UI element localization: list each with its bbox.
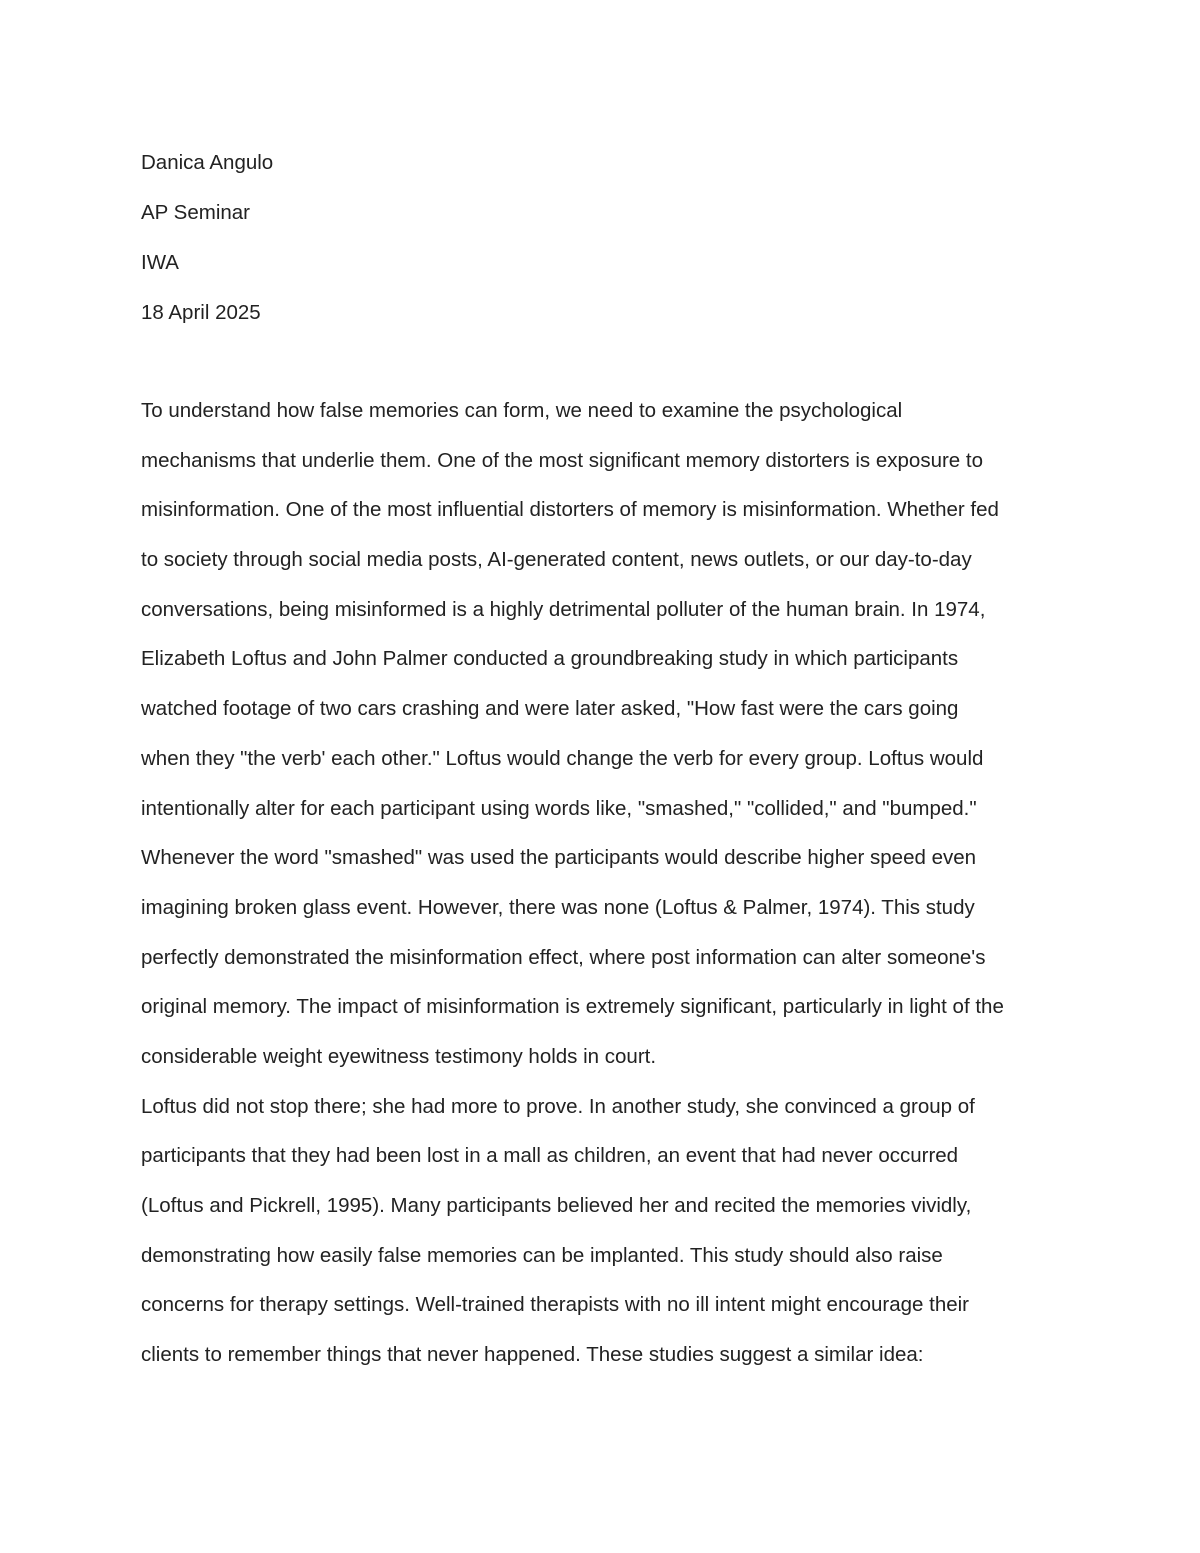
text-line: clients to remember things that never happened. These studies suggest a similar idea: [141, 1343, 924, 1367]
text-line: demonstrating how easily false memories can be implanted. This study should also raise [141, 1243, 943, 1267]
text-line: misinformation. One of the most influential distorters of memory is misinformation. Whether fed [141, 498, 999, 522]
text-line: perfectly demonstrated the misinformation effect, where post information can alter someone's [141, 945, 986, 969]
text-line: mechanisms that underlie them. One of the most significant memory distorters is exposure to [141, 448, 984, 472]
text-line: (Loftus and Pickrell, 1995). Many participants believed her and recited the memories vividly, [141, 1194, 972, 1217]
text-line: Whenever the word "smashed" was used the participants would describe higher speed even [141, 846, 977, 870]
paragraph-1 [141, 386, 1071, 1082]
text-line: watched footage of two cars crashing and were later asked, "How fast were the cars going [141, 697, 959, 721]
text-line: to society through social media posts, AI-generated content, news outlets, or our day-to-day [141, 548, 972, 572]
course-name: AP Seminar [141, 201, 251, 224]
text-line: To understand how false memories can form, we need to examine the psychological [141, 399, 903, 422]
text-line: original memory. The impact of misinformation is extremely significant, particularly in light of the [141, 995, 1004, 1019]
text-line: concerns for therapy settings. Well-trained therapists with no ill intent might encourage their [141, 1293, 970, 1317]
document-header [141, 138, 273, 338]
text-line: when they "the verb' each other." Loftus would change the verb for every group. Loftus would [141, 746, 984, 770]
text-line: participants that they had been lost in a mall as children, an event that had never occurred [141, 1144, 959, 1168]
document-body [141, 386, 1071, 1380]
text-line: conversations, being misinformed is a highly detrimental polluter of the human brain. In 1974, [141, 597, 986, 621]
text-line: intentionally alter for each participant using words like, "smashed," "collided," and "bumped." [141, 796, 977, 820]
paragraph-2 [141, 1082, 1071, 1380]
text-line: Loftus did not stop there; she had more to prove. In another study, she convinced a group of [141, 1094, 975, 1118]
text-line: imagining broken glass event. However, there was none (Loftus & Palmer, 1974). This study [141, 895, 975, 919]
document-date: 18 April 2025 [141, 301, 261, 324]
text-line: considerable weight eyewitness testimony holds in court. [141, 1044, 657, 1068]
assignment-name: IWA [141, 251, 179, 274]
author-name: Danica Angulo [141, 151, 274, 174]
text-line: Elizabeth Loftus and John Palmer conducted a groundbreaking study in which participants [141, 647, 959, 671]
